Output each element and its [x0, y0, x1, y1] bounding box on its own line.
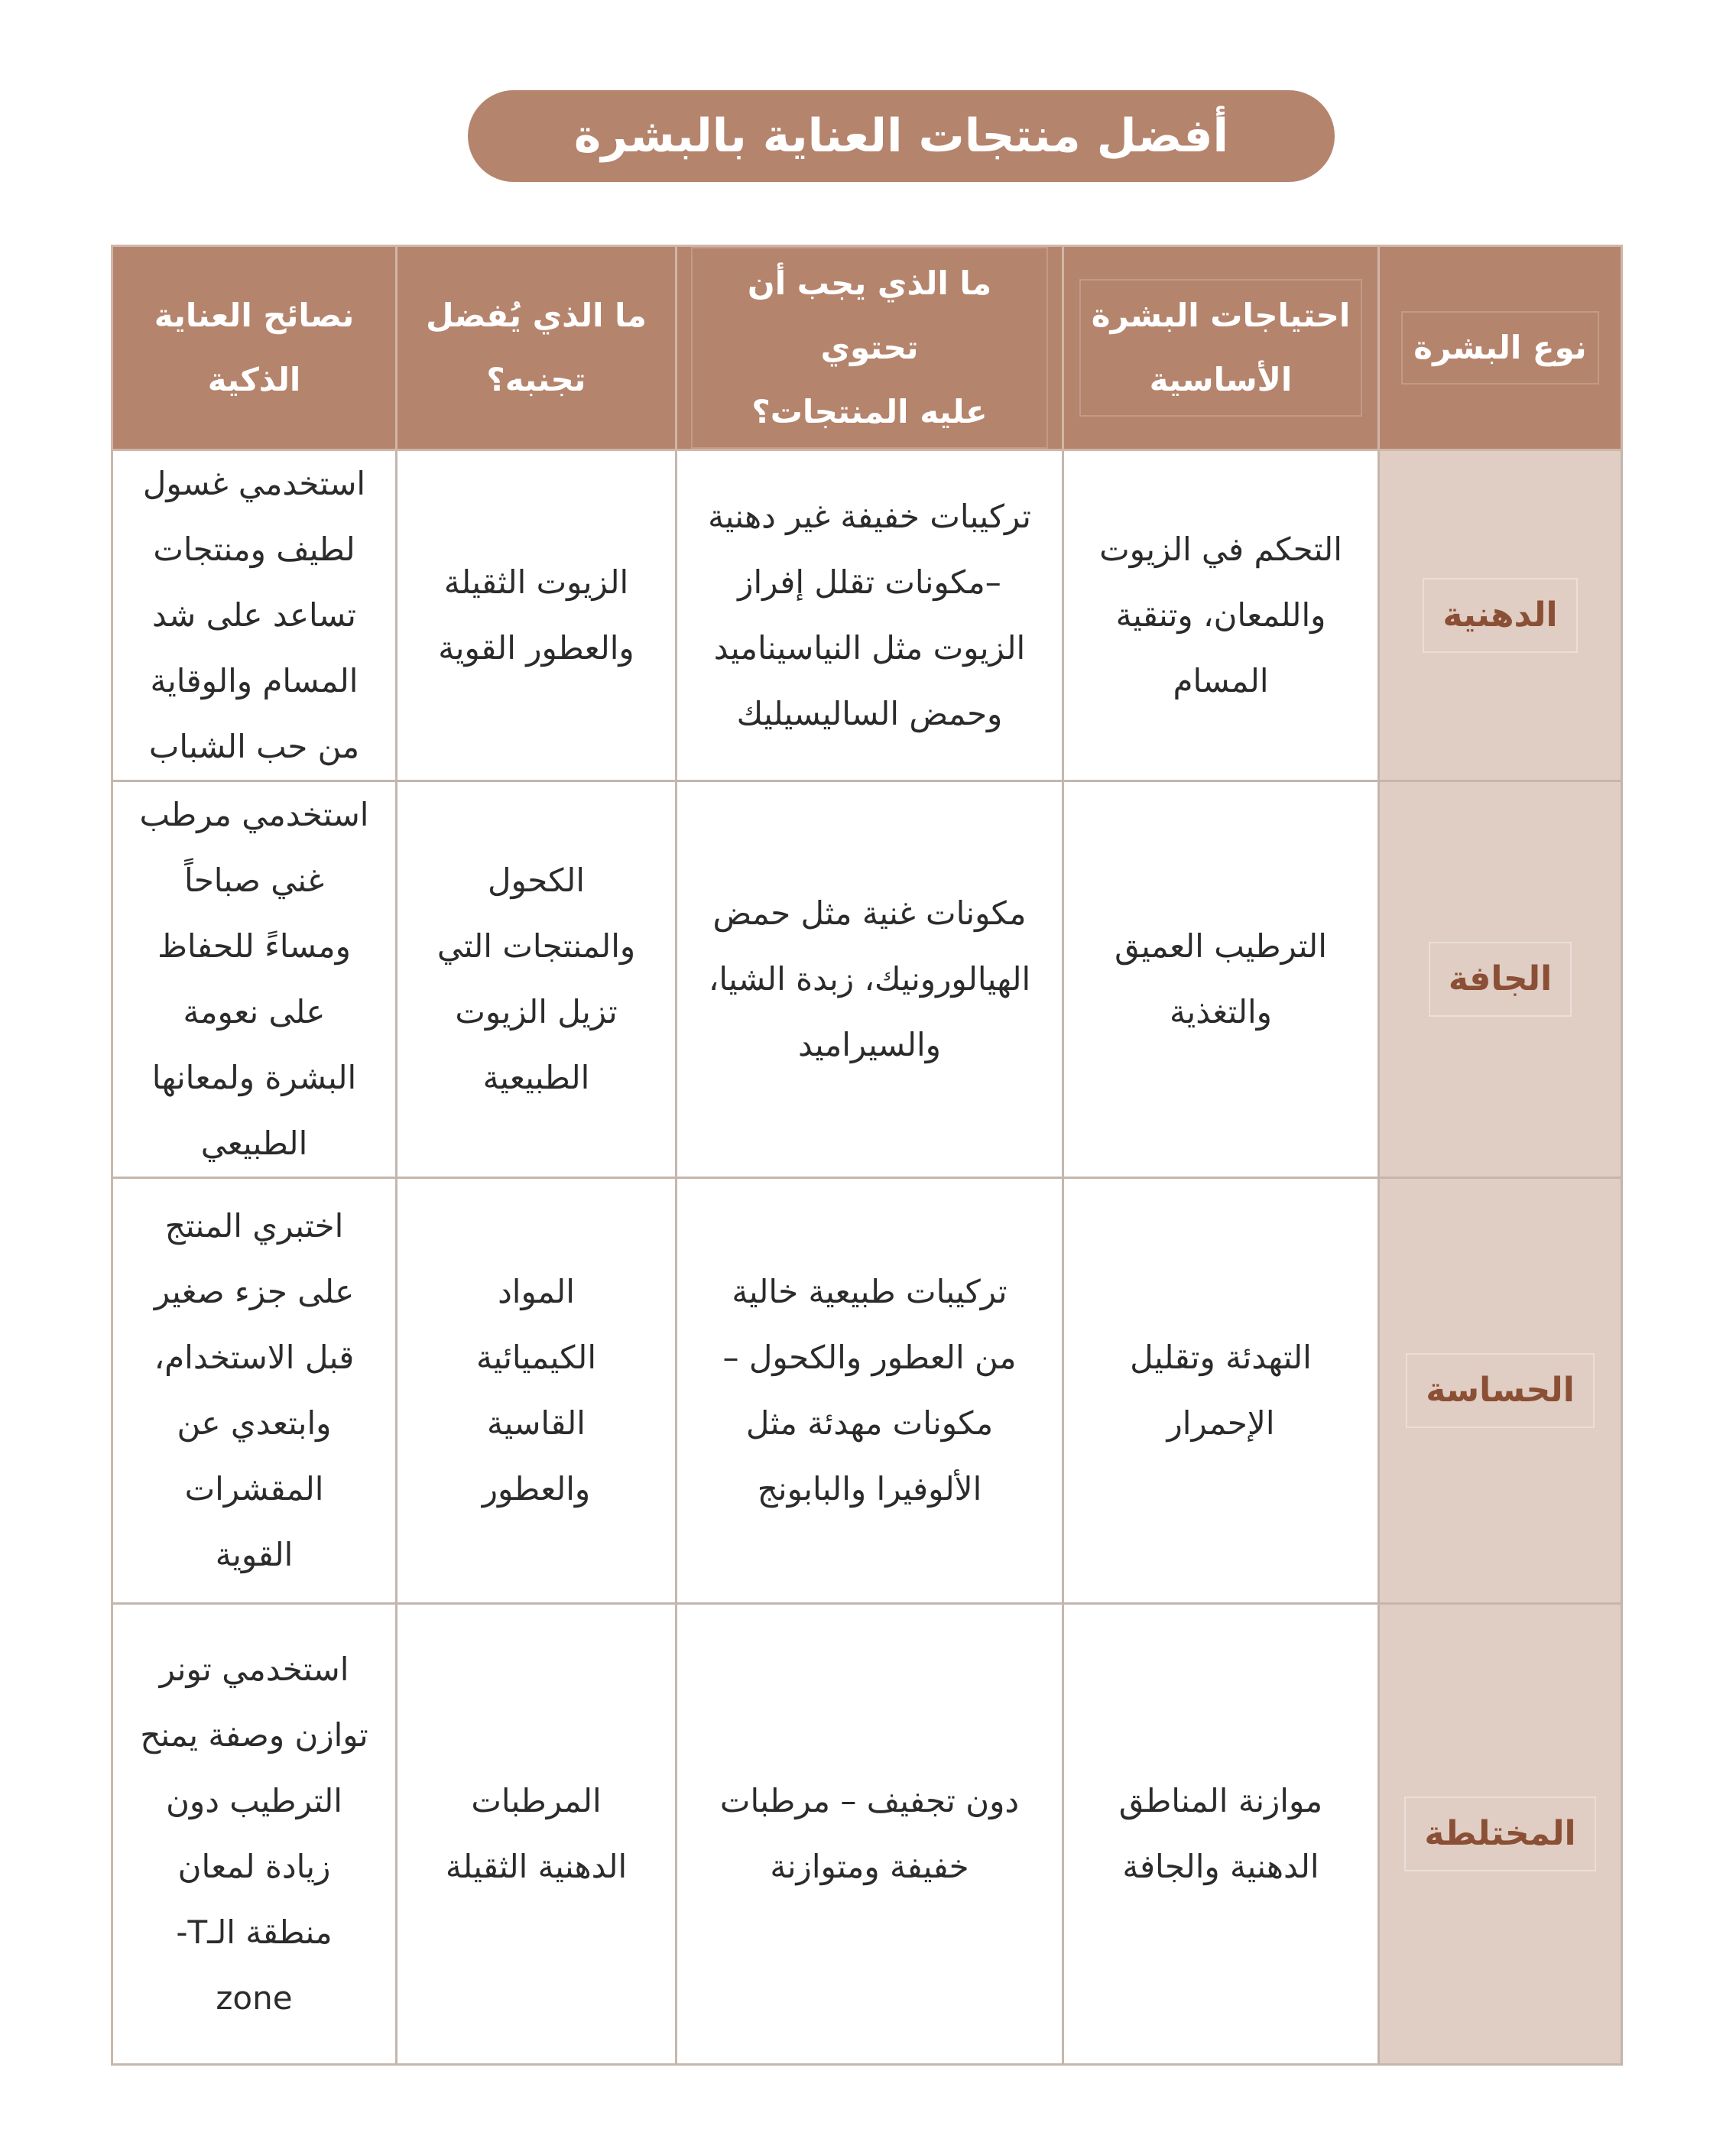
header-needs-label: احتياجات البشرة الأساسية — [1079, 279, 1363, 417]
skin-type-cell — [1379, 1604, 1622, 2065]
should-contain-cell: دون تجفيف – مرطبات خفيفة ومتوازنة — [677, 1604, 1063, 2065]
title-banner — [468, 90, 1335, 182]
table-header — [112, 246, 1622, 450]
avoid-cell: المرطبات الدهنية الثقيلة — [397, 1604, 677, 2065]
table-row — [112, 450, 1622, 781]
skin-type-label: الحساسة — [1406, 1353, 1595, 1428]
tips-cell: استخدمي غسول لطيف ومنتجات تساعد على شد المسام والوقاية من حب الشباب — [112, 450, 397, 781]
avoid-cell: الكحول والمنتجات التي تزيل الزيوت الطبيعية — [397, 781, 677, 1178]
table-row — [112, 781, 1622, 1178]
page-title: أفضل منتجات العناية بالبشرة — [573, 109, 1229, 163]
should-contain-cell: تركيبات طبيعية خالية من العطور والكحول – مكونات مهدئة مثل الألوفيرا والبابونج — [677, 1178, 1063, 1604]
header-avoid-label: ما الذي يُفضل تجنبه؟ — [426, 297, 647, 398]
table-row — [112, 1178, 1622, 1604]
needs-cell: التحكم في الزيوت واللمعان، وتنقية المسام — [1063, 450, 1379, 781]
header-should-contain — [677, 246, 1063, 450]
skin-type-label: المختلطة — [1404, 1797, 1595, 1871]
header-avoid — [397, 246, 677, 450]
header-tips-label: نصائح العناية الذكية — [154, 297, 355, 398]
header-tips — [112, 246, 397, 450]
skin-type-cell — [1379, 781, 1622, 1178]
skin-type-cell — [1379, 1178, 1622, 1604]
needs-cell: موازنة المناطق الدهنية والجافة — [1063, 1604, 1379, 2065]
tips-cell: استخدمي تونر توازن وصفة يمنح الترطيب دون زيادة لمعان منطقة الـT- zone — [112, 1604, 397, 2065]
header-row — [112, 246, 1622, 450]
table-body — [112, 450, 1622, 2065]
needs-cell: الترطيب العميق والتغذية — [1063, 781, 1379, 1178]
needs-cell: التهدئة وتقليل الإحمرار — [1063, 1178, 1379, 1604]
skin-type-cell — [1379, 450, 1622, 781]
skin-type-label: الجافة — [1429, 942, 1572, 1017]
header-skin-type — [1379, 246, 1622, 450]
tips-cell: استخدمي مرطب غني صباحاً ومساءً للحفاظ على نعومة البشرة ولمعانها الطبيعي — [112, 781, 397, 1178]
should-contain-cell: تركيبات خفيفة غير دهنية –مكونات تقلل إفراز الزيوت مثل النياسيناميد وحمض الساليسيليك — [677, 450, 1063, 781]
header-should-contain-label: ما الذي يجب أن تحتوي عليه المنتجات؟ — [691, 247, 1048, 449]
tips-cell: اختبري المنتج على جزء صغير قبل الاستخدام، وابتعدي عن المقشرات القوية — [112, 1178, 397, 1604]
skincare-table-container — [113, 245, 1623, 2066]
skincare-table — [111, 245, 1623, 2066]
header-skin-type-label: نوع البشرة — [1401, 311, 1598, 385]
skin-type-label: الدهنية — [1423, 578, 1577, 653]
avoid-cell: الزيوت الثقيلة والعطور القوية — [397, 450, 677, 781]
avoid-cell: المواد الكيميائية القاسية والعطور — [397, 1178, 677, 1604]
table-row — [112, 1604, 1622, 2065]
header-needs — [1063, 246, 1379, 450]
should-contain-cell: مكونات غنية مثل حمض الهيالورونيك، زبدة الشيا، والسيراميد — [677, 781, 1063, 1178]
